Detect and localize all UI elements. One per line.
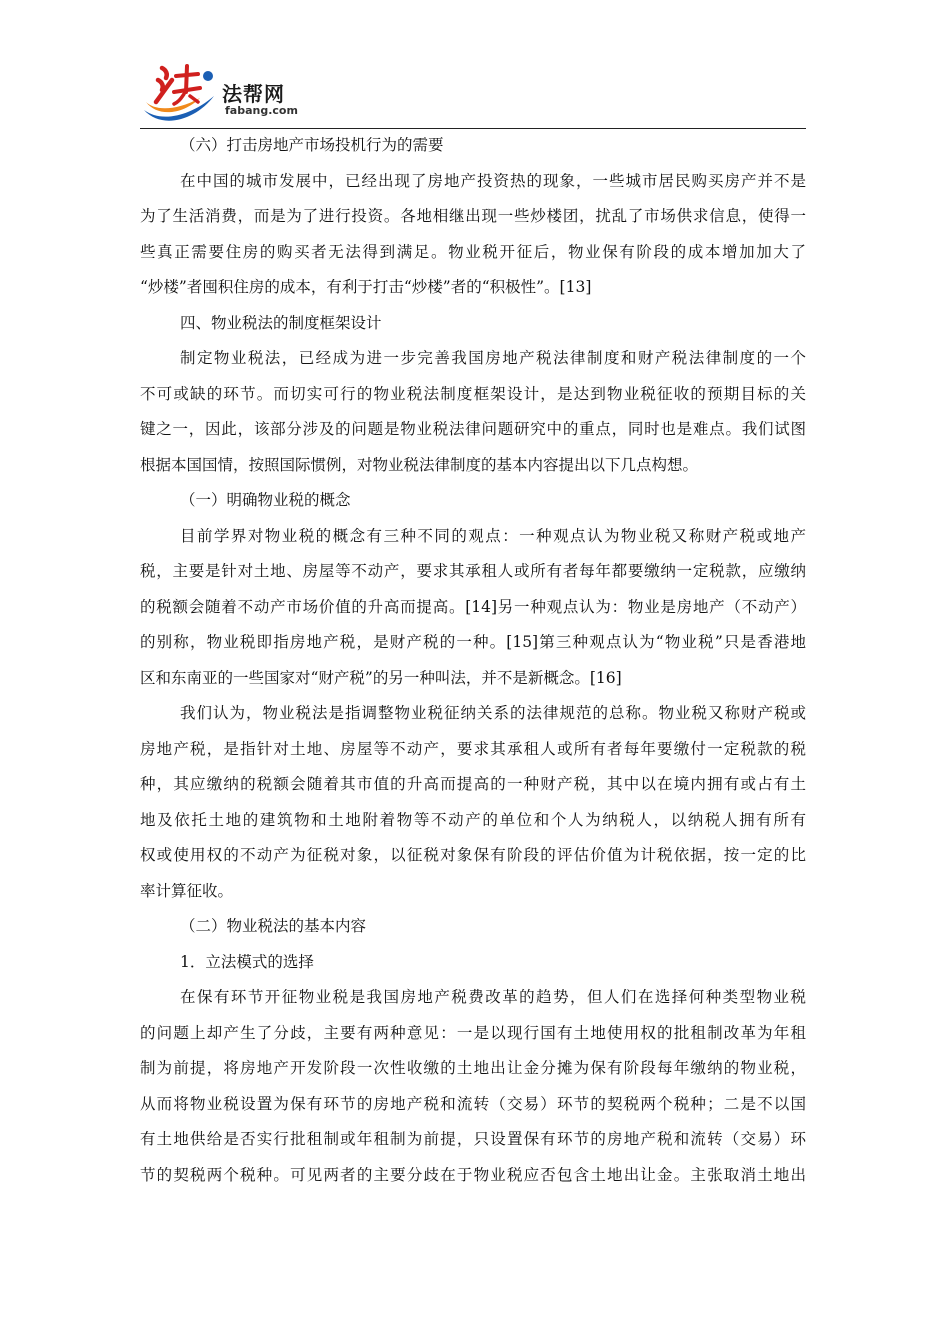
text-line: 房地产税，是指针对土地、房屋等不动产，要求其承租人或所有者每年要缴付一定税款的税 (140, 739, 806, 758)
text-line: 在中国的城市发展中，已经出现了房地产投资热的现象，一些城市居民购买房产并不是 (180, 171, 806, 190)
text-line: 区和东南亚的一些国家对“财产税”的另一种叫法，并不是新概念。[16] (140, 668, 622, 687)
text-line: 制定物业税法，已经成为进一步完善我国房地产税法律制度和财产税法律制度的一个 (180, 349, 806, 367)
text-line: 不可或缺的环节。而切实可行的物业税法制度框架设计，是达到物业税征收的预期目标的关 (140, 384, 806, 403)
text-line: “炒楼”者囤积住房的成本，有利于打击“炒楼”者的“积极性”。[13] (140, 278, 592, 296)
text-line: 为了生活消费，而是为了进行投资。各地相继出现一些炒楼团，扰乱了市场供求信息，使得一 (140, 207, 806, 225)
text-line: 有土地供给是否实行批租制或年租制为前提，只设置保有环节的房地产税和流转（交易）环 (140, 1130, 806, 1148)
logo-name: 法帮网 (222, 82, 285, 106)
text-line: 的问题上却产生了分歧，主要有两种意见：一是以现行国有土地使用权的批租制改革为年租 (140, 1023, 806, 1042)
text-line: 的别称，物业税即指房地产税，是财产税的一种。[15]第三种观点认为“物业税”只是香港地 (140, 633, 806, 651)
section-heading: 1．立法模式的选择 (180, 952, 314, 971)
text-line: 种，其应缴纳的税额会随着其市值的升高而提高的一种财产税，其中以在境内拥有或占有土 (140, 775, 806, 793)
text-line: 目前学界对物业税的概念有三种不同的观点：一种观点认为物业税又称财产税或地产 (180, 526, 806, 545)
logo-emblem-icon (140, 58, 222, 128)
section-heading: （二）物业税法的基本内容 (180, 917, 367, 935)
text-line: 从而将物业税设置为保有环节的房地产税和流转（交易）环节的契税两个税种；二是不以国 (140, 1094, 806, 1113)
text-line: 税，主要是针对土地、房屋等不动产，要求其承租人或所有者每年都要缴纳一定税款，应缴纳 (140, 562, 806, 580)
text-line: 制为前提，将房地产开发阶段一次性收缴的土地出让金分摊为保有阶段每年缴纳的物业税， (140, 1059, 806, 1077)
text-line: 在保有环节开征物业税是我国房地产税费改革的趋势，但人们在选择何种类型物业税 (180, 988, 806, 1006)
page-header (140, 58, 806, 130)
section-heading: （六）打击房地产市场投机行为的需要 (180, 136, 444, 154)
text-line: 权或使用权的不动产为征税对象，以征税对象保有阶段的评估价值为计税依据，按一定的比 (140, 846, 806, 864)
text-line: 节的契税两个税种。可见两者的主要分歧在于物业税应否包含土地出让金。主张取消土地出 (140, 1165, 806, 1184)
text-line: 地及依托土地的建筑物和土地附着物等不动产的单位和个人为纳税人，以纳税人拥有所有 (140, 810, 806, 829)
section-heading: （一）明确物业税的概念 (180, 491, 351, 509)
logo-domain: fabang.com (225, 104, 298, 117)
text-line: 的税额会随着不动产市场价值的升高而提高。[14]另一种观点认为：物业是房地产（不动产） (140, 597, 806, 616)
text-line: 些真正需要住房的购买者无法得到满足。物业税开征后，物业保有阶段的成本增加加大了 (140, 242, 806, 261)
text-line: 我们认为，物业税法是指调整物业税征纳关系的法律规范的总称。物业税又称财产税或 (180, 704, 806, 722)
document-body (140, 128, 806, 1193)
text-line: 根据本国国情，按照国际惯例，对物业税法律制度的基本内容提出以下几点构想。 (140, 455, 699, 474)
text-line: 键之一，因此，该部分涉及的问题是物业税法律问题研究中的重点，同时也是难点。我们试图 (140, 420, 806, 438)
text-line: 率计算征收。 (140, 881, 234, 900)
section-heading: 四、物业税法的制度框架设计 (180, 313, 382, 332)
fabang-logo (140, 58, 310, 128)
